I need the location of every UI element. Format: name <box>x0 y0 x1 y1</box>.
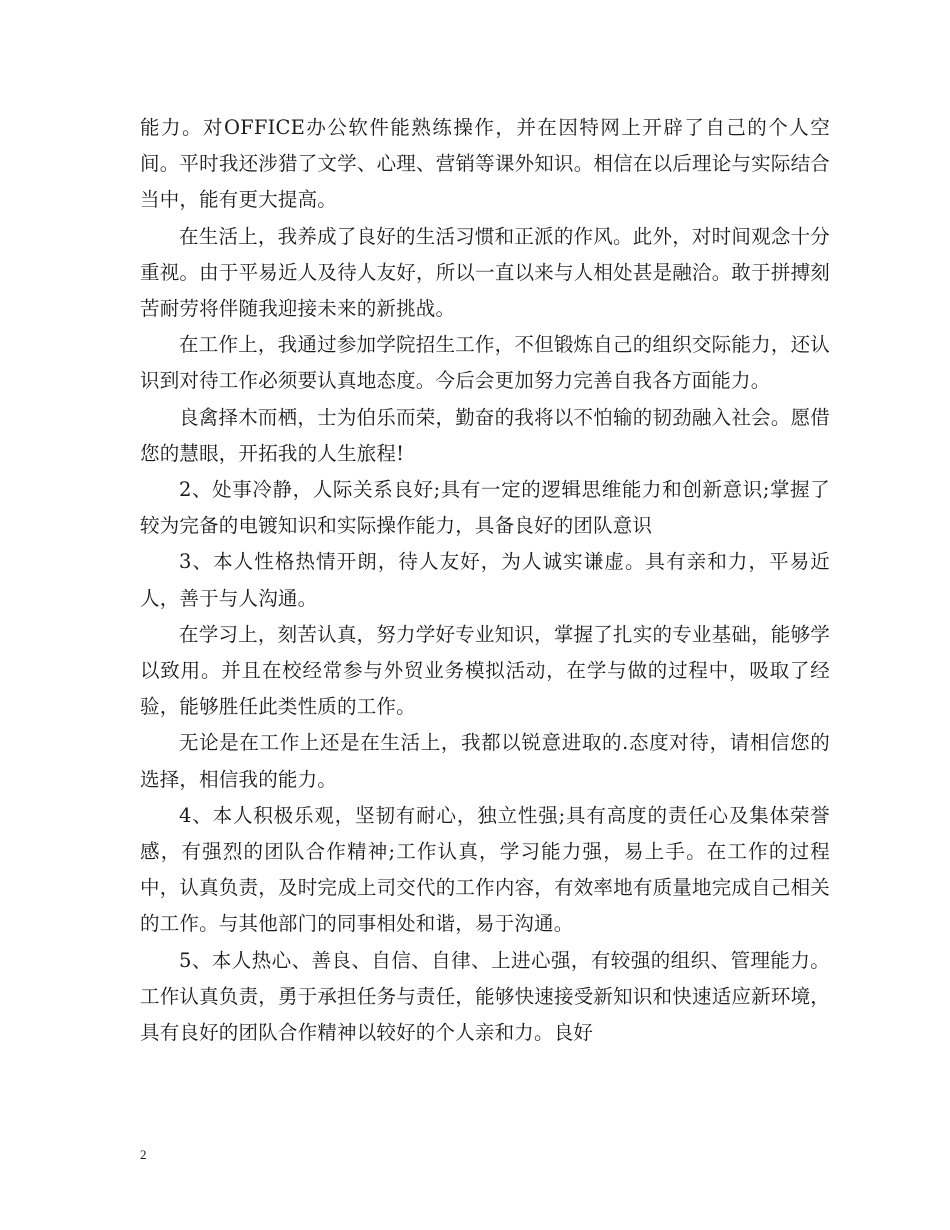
page-number: 2 <box>140 1147 147 1162</box>
paragraph-7: 在学习上，刻苦认真，努力学好专业知识，掌握了扎实的专业基础，能够学以致用。并且在校经常参与外贸业务模拟活动，在学与做的过程中，吸取了经验，能够胜任此类性质的工作。 <box>140 622 830 719</box>
paragraph-9: 4、本人积极乐观，坚韧有耐心，独立性强;具有高度的责任心及集体荣誉感，有强烈的团队合作精神;工作认真，学习能力强，易上手。在工作的过程中，认真负责，及时完成上司交代的工作内容，有效率地有质量地完成自己相关的工作。与其他部门的同事相处和谐，易于沟通。 <box>140 803 830 936</box>
document-body <box>140 110 830 1051</box>
paragraph-1: 能力。对OFFICE办公软件能熟练操作，并在因特网上开辟了自己的个人空间。平时我还涉猎了文学、心理、营销等课外知识。相信在以后理论与实际结合当中，能有更大提高。 <box>140 116 830 212</box>
paragraph-2: 在生活上，我养成了良好的生活习惯和正派的作风。此外，对时间观念十分重视。由于平易近人及待人友好，所以一直以来与人相处甚是融洽。敢于拼搏刻苦耐劳将伴随我迎接未来的新挑战。 <box>140 224 830 321</box>
paragraph-3: 在工作上，我通过参加学院招生工作，不但锻炼自己的组织交际能力，还认识到对待工作必须要认真地态度。今后会更加努力完善自我各方面能力。 <box>140 333 830 393</box>
paragraph-8: 无论是在工作上还是在生活上，我都以锐意进取的.态度对待，请相信您的选择，相信我的能力。 <box>140 731 830 791</box>
paragraph-5: 2、处事冷静，人际关系良好;具有一定的逻辑思维能力和创新意识;掌握了较为完备的电镀知识和实际操作能力，具备良好的团队意识 <box>140 478 830 538</box>
paragraph-6: 3、本人性格热情开朗，待人友好，为人诚实谦虚。具有亲和力，平易近人，善于与人沟通。 <box>140 550 830 610</box>
paragraph-10: 5、本人热心、善良、自信、自律、上进心强，有较强的组织、管理能力。工作认真负责，勇于承担任务与责任，能够快速接受新知识和快速适应新环境，具有良好的团队合作精神以较好的个人亲和力。良好 <box>140 948 830 1045</box>
paragraph-4: 良禽择木而栖，士为伯乐而荣，勤奋的我将以不怕输的韧劲融入社会。愿借您的慧眼，开拓我的人生旅程! <box>140 405 830 465</box>
